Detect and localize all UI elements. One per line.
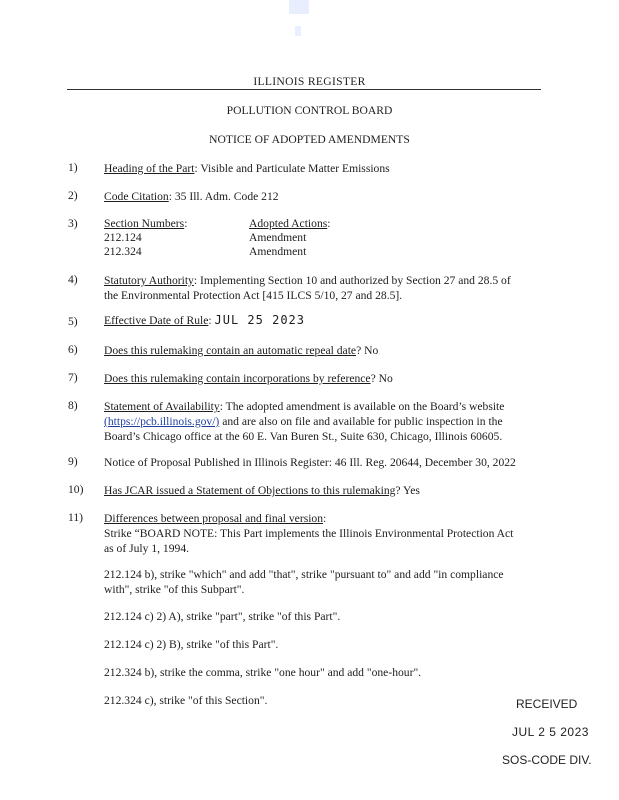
item-heading [104,161,544,176]
item-number: 6) [68,343,78,356]
item-statutory-authority: Statutory Authority: Implementing Section 10 and authorized by Section 27 and 28.5 of the Environmental Protection Act [415 ILCS 5/10, 27 and 28.5]. [104,274,511,302]
item-number: 5) [68,315,78,328]
item-number: 8) [68,399,78,412]
scan-artifact [295,26,301,36]
adopted-action: Amendment [249,231,307,244]
header-rule [67,89,541,90]
section-number: 212.324 [104,245,142,258]
item-label: Heading of the Part [104,162,195,175]
board-title: POLLUTION CONTROL BOARD [226,104,393,117]
section-number: 212.124 [104,231,142,244]
item-availability: Statement of Availability: The adopted amendment is available on the Board’s website (https://pcb.illinois.gov/) and are also on file and available for public inspection in the Board’s Chicago office at the 60 E. Van Buren St., Suite 630, Chicago, Illinois 60605. [104,400,505,443]
difference-paragraph: 212.324 c), strike "of this Section". [104,694,268,707]
item-label: Code Citation [104,190,169,203]
register-title: ILLINOIS REGISTER [253,75,366,88]
notice-title: NOTICE OF ADOPTED AMENDMENTS [209,133,410,146]
adopted-actions-header: Adopted Actions: [249,217,331,230]
item-number: 4) [68,273,78,286]
board-website-link[interactable]: (https://pcb.illinois.gov/) [104,415,220,428]
difference-paragraph: 212.324 b), strike the comma, strike "one hour" and add "one-hour". [104,666,422,679]
difference-paragraph: 212.124 c) 2) B), strike "of this Part". [104,638,279,651]
item-jcar: Has JCAR issued a Statement of Objections to this rulemaking? Yes [104,484,420,497]
difference-paragraph: 212.124 c) 2) A), strike "part", strike "of this Part". [104,610,341,623]
adopted-action: Amendment [249,245,307,258]
item-number: 10) [68,483,84,496]
item-text: : 35 Ill. Adm. Code 212 [168,190,279,203]
item-notice-of-proposal: Notice of Proposal Published in Illinois Register: 46 Ill. Reg. 20644, December 30, 2022 [104,456,516,469]
section-numbers-header: Section Numbers: [104,217,188,230]
item-repeal-date: Does this rulemaking contain an automatic repeal date? No [104,344,379,357]
item-number: 3) [68,217,78,230]
received-stamp-date: JUL 2 5 2023 [512,725,589,739]
item-text: : Visible and Particulate Matter Emissions [194,162,390,175]
difference-paragraph: 212.124 b), strike "which" and add "that", strike "pursuant to" and add "in compliance with", strike "of this Subpart". [104,568,504,596]
received-stamp-title: RECEIVED [516,697,578,711]
item-number: 11) [68,511,84,524]
date-stamp: JUL 25 2023 [214,313,306,327]
received-stamp-division: SOS-CODE DIV. [502,753,592,767]
item-effective-date: Effective Date of Rule: JUL 25 2023 [104,313,306,327]
item-code-citation [104,189,544,204]
item-number: 1) [68,161,78,174]
item-differences: Differences between proposal and final version: Strike “BOARD NOTE: This Part implements the Illinois Environmental Protection Act as of July 1, 1994. [104,512,514,555]
item-incorporations: Does this rulemaking contain incorporations by reference? No [104,372,393,385]
item-number: 9) [68,455,78,468]
item-number: 7) [68,371,78,384]
item-number: 2) [68,189,78,202]
scan-artifact [289,0,309,14]
